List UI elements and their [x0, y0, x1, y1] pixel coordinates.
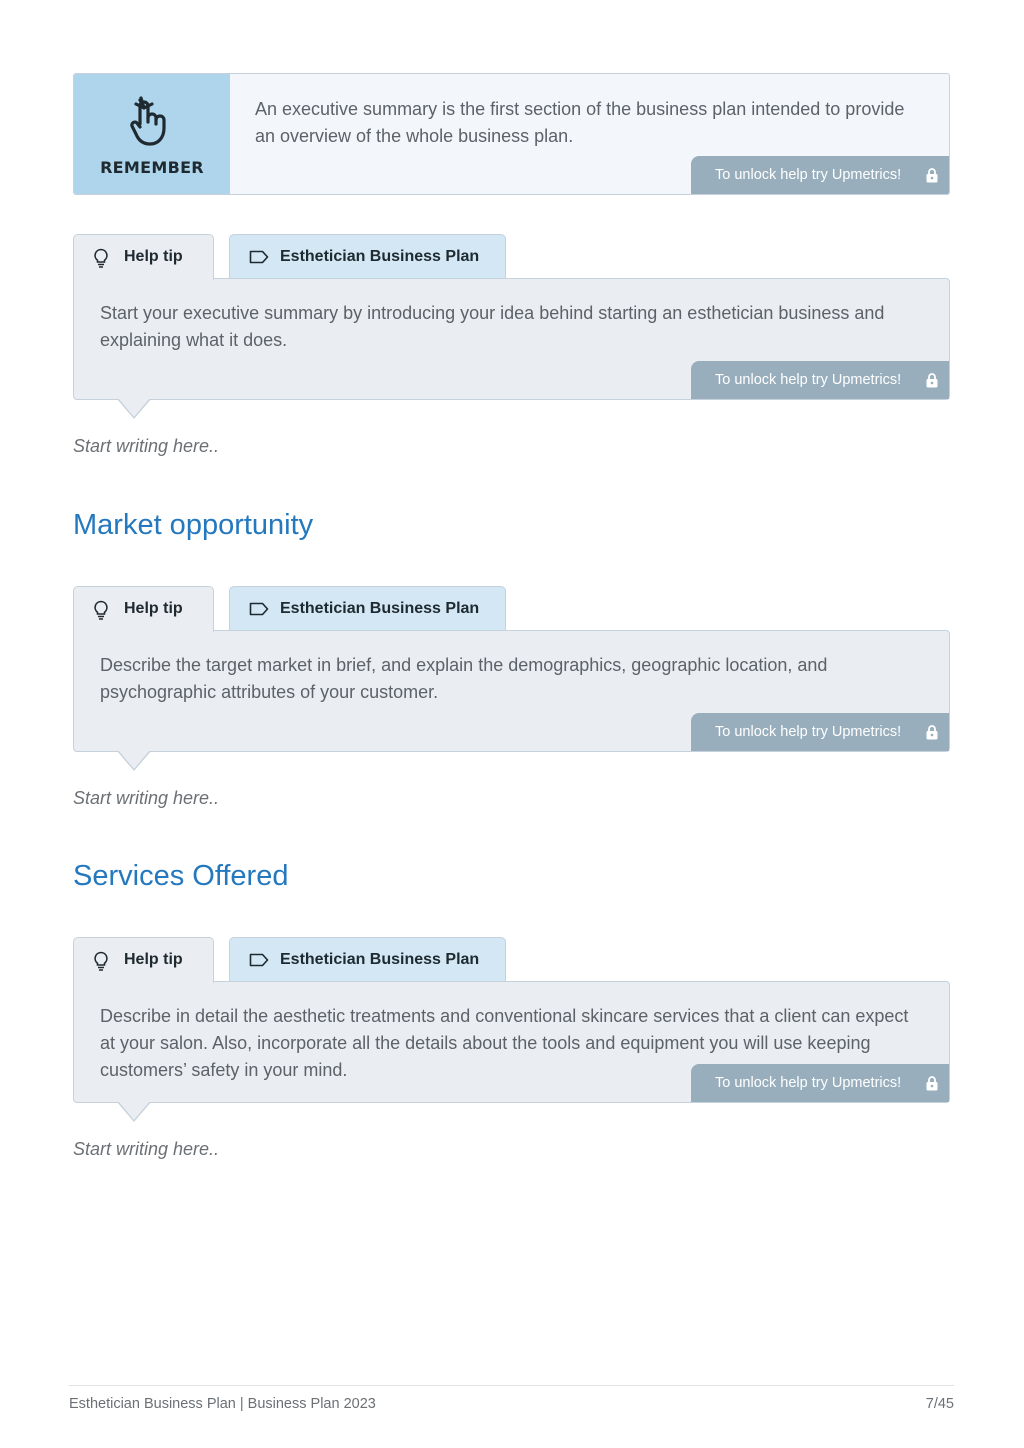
- unlock-button[interactable]: [691, 713, 949, 751]
- help-box: [73, 278, 950, 400]
- tab-plan-label: Esthetician Business Plan: [280, 248, 480, 265]
- section-heading-market-opportunity: Market opportunity: [73, 509, 314, 541]
- lock-icon: [926, 168, 938, 183]
- tag-icon: [249, 250, 269, 264]
- help-text: Describe in detail the aesthetic treatments and conventional skincare services that a client can expect at your salon. Also, incorporate all the details about the tools and equipment you will use keeping customers’ safety in your mind.: [100, 1006, 909, 1080]
- help-text: Start your executive summary by introducing your idea behind starting an esthetician business and explaining what it does.: [100, 303, 885, 350]
- lock-icon: [926, 373, 938, 388]
- lightbulb-icon: [93, 600, 109, 620]
- unlock-label: To unlock help try Upmetrics!: [715, 1075, 902, 1091]
- finger-string-icon: [126, 94, 176, 150]
- unlock-button[interactable]: [691, 156, 949, 194]
- callout-pointer: [117, 751, 151, 771]
- unlock-button[interactable]: [691, 361, 949, 399]
- tab-help-label: Help tip: [124, 248, 183, 265]
- lock-icon: [926, 1076, 938, 1091]
- section-heading-services-offered: Services Offered: [73, 860, 289, 892]
- unlock-label: To unlock help try Upmetrics!: [715, 167, 902, 183]
- tag-icon: [249, 602, 269, 616]
- remember-label: REMEMBER: [100, 158, 204, 177]
- start-writing-placeholder[interactable]: Start writing here..: [73, 1139, 220, 1159]
- help-text: Describe the target market in brief, and explain the demographics, geographic location, and psychographic attributes of your customer.: [100, 655, 828, 702]
- tag-icon: [249, 953, 269, 967]
- lock-icon: [926, 725, 938, 740]
- help-block-market-opportunity: [73, 586, 950, 776]
- callout-pointer: [117, 1102, 151, 1122]
- unlock-label: To unlock help try Upmetrics!: [715, 372, 902, 388]
- tab-help-label: Help tip: [124, 600, 183, 617]
- tab-help-tip[interactable]: [73, 586, 214, 632]
- tab-plan-label: Esthetician Business Plan: [280, 951, 480, 968]
- footer-divider: [69, 1385, 954, 1386]
- remember-text: An executive summary is the first section of the business plan intended to provide an overview of the whole business plan.: [255, 99, 905, 146]
- footer-document-title: Esthetician Business Plan | Business Plan 2023: [69, 1396, 376, 1412]
- remember-side-panel: [74, 74, 230, 194]
- tab-esthetician-plan[interactable]: [229, 937, 506, 982]
- start-writing-placeholder[interactable]: Start writing here..: [73, 436, 220, 456]
- callout-pointer: [117, 399, 151, 419]
- tab-esthetician-plan[interactable]: [229, 234, 506, 279]
- tab-help-label: Help tip: [124, 951, 183, 968]
- lightbulb-icon: [93, 248, 109, 268]
- help-block-services-offered: [73, 937, 950, 1127]
- start-writing-placeholder[interactable]: Start writing here..: [73, 788, 220, 808]
- tab-plan-label: Esthetician Business Plan: [280, 600, 480, 617]
- unlock-label: To unlock help try Upmetrics!: [715, 724, 902, 740]
- help-box: [73, 630, 950, 752]
- tab-esthetician-plan[interactable]: [229, 586, 506, 631]
- remember-callout: [73, 73, 950, 195]
- tab-help-tip[interactable]: [73, 234, 214, 280]
- lightbulb-icon: [93, 951, 109, 971]
- help-box: [73, 981, 950, 1103]
- unlock-button[interactable]: [691, 1064, 949, 1102]
- tab-help-tip[interactable]: [73, 937, 214, 983]
- help-block-executive-summary: [73, 234, 950, 424]
- footer-page-number: 7/45: [925, 1396, 954, 1412]
